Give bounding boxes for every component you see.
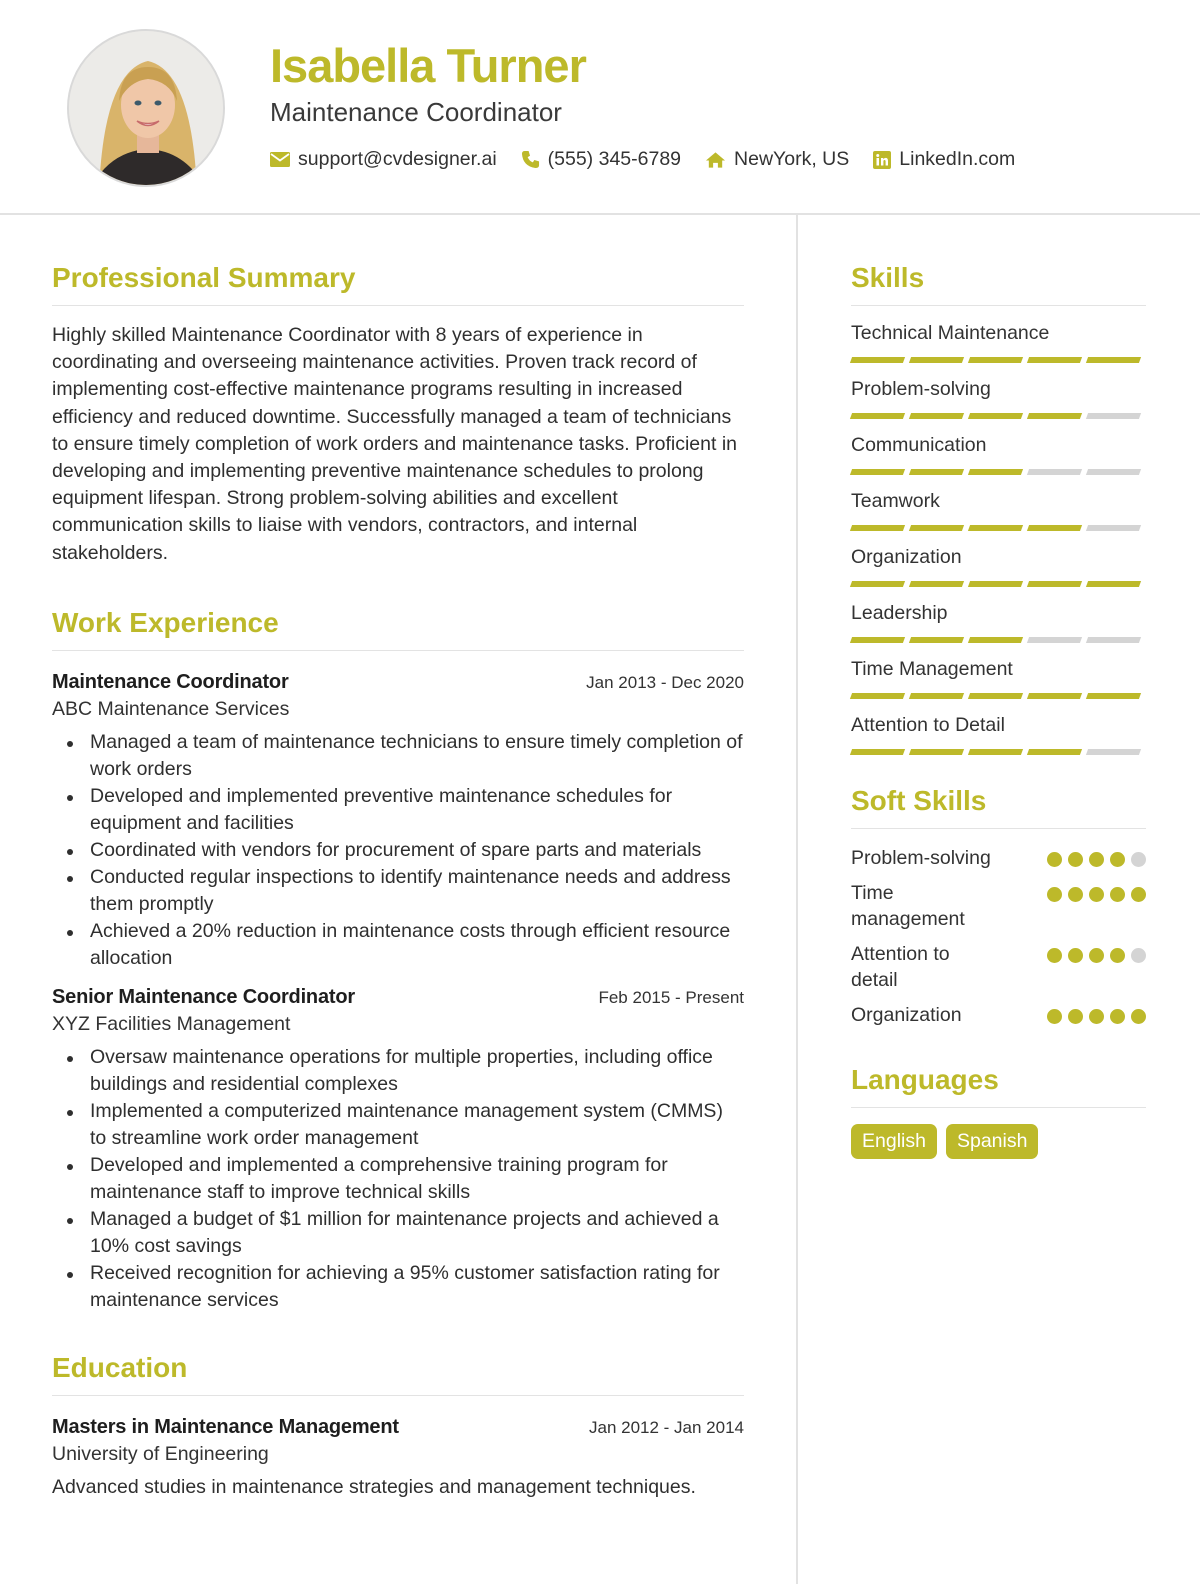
skill-name: Leadership <box>851 602 948 624</box>
rating-dot <box>1089 948 1104 963</box>
skill-level-segment <box>1027 581 1082 587</box>
skill-level-bar <box>851 693 1146 699</box>
skill-level-segment <box>1086 637 1141 643</box>
language-badge: English <box>851 1124 937 1159</box>
section-heading: Work Experience <box>52 607 744 651</box>
contact-linkedin[interactable] <box>873 148 1015 171</box>
section-heading: Education <box>52 1352 744 1396</box>
skill-level-segment <box>850 357 905 363</box>
skill-name: Communication <box>851 434 987 456</box>
job-dates: Jan 2013 - Dec 2020 <box>586 672 744 692</box>
skill-name: Problem-solving <box>851 378 991 400</box>
skill-level-segment <box>850 693 905 699</box>
contact-email[interactable] <box>270 148 497 171</box>
rating-dot <box>1110 887 1125 902</box>
skill-item <box>851 546 1146 587</box>
soft-skill-rating <box>1047 887 1146 902</box>
skill-level-segment <box>968 357 1023 363</box>
rating-dot <box>1131 887 1146 902</box>
skill-level-segment <box>850 581 905 587</box>
skill-level-bar <box>851 469 1146 475</box>
skill-level-segment <box>1027 637 1082 643</box>
soft-skill-name: Problem-solving <box>851 847 991 869</box>
skill-level-segment <box>1086 749 1141 755</box>
skill-item <box>851 602 1146 643</box>
list-item: Managed a team of maintenance technicians to ensure timely completion of work orders <box>52 729 744 783</box>
contact-bar <box>270 148 1039 171</box>
skills-list <box>851 322 1146 755</box>
skill-level-segment <box>1027 693 1082 699</box>
section-heading: Skills <box>851 262 1146 306</box>
skill-level-segment <box>909 637 964 643</box>
skill-level-bar <box>851 357 1146 363</box>
profile-portrait-image <box>69 31 225 187</box>
rating-dot <box>1047 887 1062 902</box>
section-heading: Languages <box>851 1064 1146 1108</box>
soft-skill-name: Organization <box>851 1004 962 1026</box>
work-experience-section <box>52 607 744 1314</box>
list-item: Coordinated with vendors for procurement of spare parts and materials <box>52 837 744 864</box>
skill-level-segment <box>968 469 1023 475</box>
skill-level-segment <box>968 525 1023 531</box>
skill-level-segment <box>850 749 905 755</box>
skill-level-segment <box>850 525 905 531</box>
skill-level-segment <box>909 581 964 587</box>
contact-email-text: support@cvdesigner.ai <box>298 148 497 170</box>
skill-name: Organization <box>851 546 962 568</box>
skill-level-segment <box>1027 749 1082 755</box>
soft-skill-rating <box>1047 852 1146 867</box>
column-divider <box>796 215 798 1584</box>
skill-level-bar <box>851 413 1146 419</box>
rating-dot <box>1047 1009 1062 1024</box>
contact-linkedin-text: LinkedIn.com <box>899 148 1016 170</box>
phone-icon <box>521 150 540 169</box>
job-bullets <box>52 729 744 972</box>
skill-name: Technical Maintenance <box>851 322 1050 344</box>
skill-level-segment <box>1086 357 1141 363</box>
skill-level-segment <box>909 413 964 419</box>
rating-dot <box>1110 948 1125 963</box>
skill-name: Time Management <box>851 658 1013 680</box>
skill-level-segment <box>1027 525 1082 531</box>
rating-dot <box>1068 948 1083 963</box>
skill-level-bar <box>851 749 1146 755</box>
linkedin-icon <box>873 151 891 169</box>
education-section <box>52 1352 744 1501</box>
section-heading: Professional Summary <box>52 262 744 306</box>
school-name: University of Engineering <box>52 1442 269 1465</box>
rating-dot <box>1068 1009 1083 1024</box>
skill-item <box>851 434 1146 475</box>
skill-level-segment <box>1027 469 1082 475</box>
soft-skills-list <box>851 845 1146 1028</box>
skill-level-bar <box>851 525 1146 531</box>
home-icon <box>705 151 726 169</box>
skill-level-segment <box>1027 413 1082 419</box>
contact-phone[interactable] <box>521 148 681 171</box>
skill-level-segment <box>1027 357 1082 363</box>
candidate-name: Isabella Turner <box>270 39 586 92</box>
degree-title: Masters in Maintenance Management <box>52 1415 399 1438</box>
rating-dot <box>1131 852 1146 867</box>
skill-level-segment <box>850 469 905 475</box>
soft-skill-name: Time management <box>851 882 965 930</box>
company-name: ABC Maintenance Services <box>52 697 290 720</box>
contact-location <box>705 148 849 171</box>
skill-level-segment <box>909 469 964 475</box>
languages-section <box>851 1064 1146 1159</box>
rating-dot <box>1110 1009 1125 1024</box>
languages-list <box>851 1124 1146 1159</box>
job-bullets <box>52 1044 744 1314</box>
main-column <box>52 262 744 1501</box>
language-badge: Spanish <box>946 1124 1038 1159</box>
rating-dot <box>1047 948 1062 963</box>
skill-level-segment <box>968 413 1023 419</box>
candidate-title: Maintenance Coordinator <box>270 97 562 127</box>
profile-photo <box>67 29 225 187</box>
job-entry <box>52 671 744 972</box>
sidebar-column <box>851 262 1146 1159</box>
skill-level-segment <box>1086 413 1141 419</box>
job-title: Senior Maintenance Coordinator <box>52 985 355 1008</box>
rating-dot <box>1089 852 1104 867</box>
skill-level-segment <box>1086 693 1141 699</box>
skill-name: Attention to Detail <box>851 714 1005 736</box>
list-item: Developed and implemented preventive maintenance schedules for equipment and facilities <box>52 783 744 837</box>
rating-dot <box>1068 887 1083 902</box>
skill-level-segment <box>968 749 1023 755</box>
soft-skill-item <box>851 880 1146 932</box>
contact-location-text: NewYork, US <box>734 148 850 170</box>
skill-level-segment <box>909 357 964 363</box>
skill-level-segment <box>850 637 905 643</box>
rating-dot <box>1131 1009 1146 1024</box>
soft-skills-section <box>851 785 1146 1028</box>
job-entry <box>52 986 744 1314</box>
rating-dot <box>1047 852 1062 867</box>
skill-item <box>851 714 1146 755</box>
skill-level-segment <box>968 693 1023 699</box>
resume-header <box>0 0 1200 215</box>
skill-item <box>851 490 1146 531</box>
professional-summary-section <box>52 262 744 567</box>
job-title: Maintenance Coordinator <box>52 670 289 693</box>
company-name: XYZ Facilities Management <box>52 1012 291 1035</box>
skill-level-segment <box>968 581 1023 587</box>
job-dates: Feb 2015 - Present <box>598 987 744 1007</box>
list-item: Managed a budget of $1 million for maintenance projects and achieved a 10% cost savings <box>52 1206 744 1260</box>
list-item: Achieved a 20% reduction in maintenance costs through efficient resource allocation <box>52 918 744 972</box>
skill-level-segment <box>909 693 964 699</box>
soft-skill-item <box>851 941 1146 993</box>
rating-dot <box>1131 948 1146 963</box>
soft-skill-item <box>851 1002 1146 1028</box>
skill-level-segment <box>850 413 905 419</box>
list-item: Oversaw maintenance operations for multiple properties, including office buildings and residential complexes <box>52 1044 744 1098</box>
rating-dot <box>1068 852 1083 867</box>
skill-name: Teamwork <box>851 490 940 512</box>
soft-skill-rating <box>1047 948 1146 963</box>
soft-skill-name: Attention to detail <box>851 943 950 991</box>
skill-level-segment <box>1086 525 1141 531</box>
education-description: Advanced studies in maintenance strategies and management techniques. <box>52 1475 696 1498</box>
list-item: Received recognition for achieving a 95% customer satisfaction rating for maintenance services <box>52 1260 744 1314</box>
skill-item <box>851 658 1146 699</box>
skill-level-segment <box>909 525 964 531</box>
rating-dot <box>1089 1009 1104 1024</box>
list-item: Implemented a computerized maintenance management system (CMMS) to streamline work order management <box>52 1098 744 1152</box>
rating-dot <box>1110 852 1125 867</box>
skill-level-segment <box>1086 469 1141 475</box>
section-heading: Soft Skills <box>851 785 1146 829</box>
skill-level-segment <box>1086 581 1141 587</box>
summary-text: Highly skilled Maintenance Coordinator with 8 years of experience in coordinating and overseeing maintenance activities. Proven track record of implementing cost-effective maintenance programs resulting in increased efficiency and reduced downtime. Successfully managed a team of technicians to ensure timely completion of work orders and maintenance tasks. Proficient in developing and implementing preventive maintenance schedules to prolong equipment lifespan. Strong problem-solving abilities and excellent communication skills to liaise with vendors, contractors, and internal stakeholders. <box>52 324 737 564</box>
skill-level-segment <box>968 637 1023 643</box>
education-dates: Jan 2012 - Jan 2014 <box>588 1417 744 1437</box>
list-item: Developed and implemented a comprehensive training program for maintenance staff to improve technical skills <box>52 1152 744 1206</box>
envelope-icon <box>270 152 290 167</box>
skill-level-bar <box>851 637 1146 643</box>
skill-level-bar <box>851 581 1146 587</box>
contact-phone-text: (555) 345-6789 <box>547 148 682 170</box>
soft-skill-rating <box>1047 1009 1146 1024</box>
skills-section <box>851 262 1146 755</box>
education-entry <box>52 1416 744 1501</box>
list-item: Conducted regular inspections to identify maintenance needs and address them promptly <box>52 864 744 918</box>
skill-item <box>851 322 1146 363</box>
soft-skill-item <box>851 845 1146 871</box>
skill-level-segment <box>909 749 964 755</box>
skill-item <box>851 378 1146 419</box>
rating-dot <box>1089 887 1104 902</box>
